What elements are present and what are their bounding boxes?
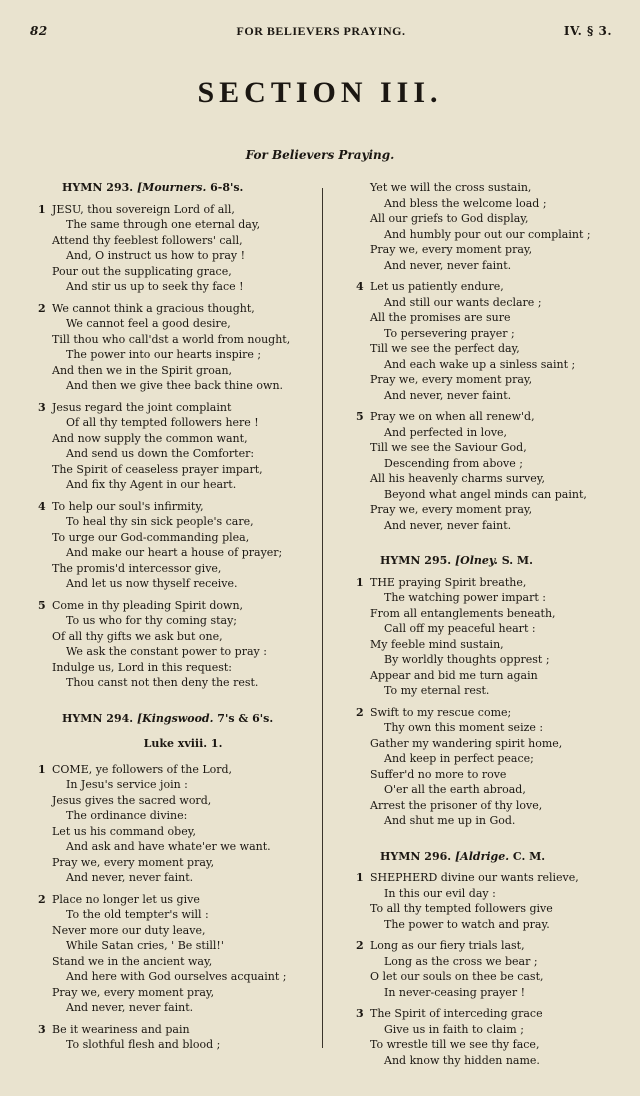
verse-line: Pray we, every moment pray, [370, 243, 533, 256]
verse-line: And humbly pour out our complaint ; [384, 227, 591, 241]
hymn-number: HYMN 293. [62, 181, 134, 194]
verse-line: 3 Be it weariness and pain [38, 1022, 190, 1036]
stanza-number: 1 [356, 871, 364, 884]
hymn-heading [62, 180, 328, 196]
running-title: FOR BELIEVERS PRAYING. [236, 24, 406, 38]
stanza-number: 4 [356, 280, 364, 293]
verse-line: The ordinance divine: [66, 809, 188, 822]
verse-line: 2 Swift to my rescue come; [356, 705, 512, 719]
verse-line: And send us down the Comforter: [66, 447, 255, 460]
verse-line: And never, never faint. [384, 258, 512, 272]
verse-line: Thou canst not then deny the rest. [66, 676, 259, 689]
verse-line: The power into our hearts inspire ; [66, 348, 262, 361]
verse-line: O'er all the earth abroad, [384, 783, 526, 796]
section-subtitle: For Believers Praying. [245, 148, 395, 162]
stanza-number: 3 [38, 400, 46, 414]
verse-line: 1 JESU, thou sovereign Lord of all, [38, 202, 235, 216]
verse-line: Yet we will the cross sustain, [370, 181, 532, 194]
verse-line: Suffer'd no more to rove [370, 767, 507, 781]
verse-line: And never, never faint. [384, 518, 512, 532]
verse-line: Of all thy gifts we ask but one, [52, 629, 223, 643]
verse-line: And still our wants declare ; [384, 295, 542, 309]
verse-line: 3 Jesus regard the joint complaint [38, 400, 232, 414]
stanza-number: 2 [356, 939, 364, 952]
verse-line: Never more our duty leave, [52, 923, 206, 937]
verse-line: 4 To help our soul's infirmity, [38, 499, 204, 513]
verse-line: The Spirit of ceaseless prayer impart, [52, 462, 263, 476]
verse-line: And never, never faint. [66, 1001, 194, 1014]
hymn-tune: [Kingswood. [136, 711, 214, 725]
verse-line: 2 We cannot think a gracious thought, [38, 301, 255, 315]
verse-line: And here with God ourselves acquaint ; [66, 970, 287, 983]
section-title: SECTION III. [197, 76, 443, 109]
right-column [356, 180, 640, 1068]
hymn-number: HYMN 296. [380, 849, 452, 863]
verse-line: Indulge us, Lord in this request: [52, 660, 233, 674]
verse-line: Thy own this moment seize : [384, 721, 544, 734]
verse-line: My feeble mind sustain, [370, 637, 504, 651]
verse-line: Pray we, every moment pray, [370, 373, 533, 386]
stanza-number: 5 [356, 410, 364, 423]
verse-line: 1 THE praying Spirit breathe, [356, 575, 527, 589]
verse-line: All our griefs to God display, [370, 212, 529, 225]
spacer [356, 543, 640, 553]
verse-line: 1 COME, ye followers of the Lord, [38, 762, 233, 776]
stanza-number: 2 [38, 301, 46, 315]
verse-line: To us who for thy coming stay; [66, 614, 238, 627]
verse-line: And stir us up to seek thy face ! [66, 280, 244, 293]
verse-line: And never, never faint. [66, 871, 194, 884]
verse-line: 2 Long as our fiery trials last, [356, 939, 525, 952]
verse-line: We cannot feel a good desire, [66, 317, 231, 330]
verse-line: To my eternal rest. [384, 684, 490, 697]
verse-line: Till we see the perfect day, [370, 342, 520, 355]
verse-line: Appear and bid me turn again [370, 668, 538, 682]
running-head [30, 24, 612, 40]
verse-line: 1 SHEPHERD divine our wants relieve, [356, 871, 579, 884]
verse-line: In Jesu's service join : [66, 778, 188, 791]
verse-line: In never-ceasing prayer ! [384, 985, 525, 999]
hymn-meter: C. M. [512, 849, 546, 863]
hymn-tune: [Aldrige. [454, 849, 510, 863]
verse-line: Stand we in the ancient way, [52, 954, 213, 968]
verse-line: Till we see the Saviour God, [370, 441, 527, 454]
scripture-reference: Luke xviii. 1. [143, 737, 223, 750]
verse-line: 4 Let us patiently endure, [356, 280, 504, 293]
verse-line: To slothful flesh and blood ; [66, 1038, 221, 1051]
verse-line: Beyond what angel minds can paint, [384, 487, 587, 501]
verse-line: Attend thy feeblest followers' call, [52, 233, 243, 247]
verse-line: And then we in the Spirit groan, [52, 363, 233, 377]
hymn-number: HYMN 295. [380, 554, 452, 567]
hymn-heading [380, 849, 640, 865]
hymn-tune: [Olney. [454, 554, 498, 567]
verse-line: The promis'd intercessor give, [52, 561, 222, 575]
verse-line: And, O instruct us how to pray ! [66, 249, 246, 262]
hymn-meter: 7's & 6's. [217, 711, 274, 725]
spacer [356, 829, 640, 839]
verse-line: Of all thy tempted followers here ! [66, 416, 259, 429]
verse-line: And shut me up in God. [384, 814, 516, 827]
verse-line: And fix thy Agent in our heart. [66, 478, 237, 491]
hymn-tune: [Mourners. [136, 181, 207, 194]
hymn-number: HYMN 294. [62, 711, 134, 725]
verse-line: From all entanglements beneath, [370, 606, 556, 620]
verse-line: And make our heart a house of prayer; [66, 546, 283, 559]
hymn-meter: 6-8's. [210, 181, 244, 194]
spacer [38, 726, 328, 732]
verse-line: Till thou who call'dst a world from nought, [52, 332, 291, 346]
verse-line: To urge our God-commanding plea, [52, 530, 250, 544]
verse-line: 5 Come in thy pleading Spirit down, [38, 598, 244, 612]
hymn-heading [380, 553, 640, 569]
verse-line: We ask the constant power to pray : [66, 645, 267, 658]
verse-line: Descending from above ; [384, 456, 523, 470]
verse-line: And never, never faint. [384, 388, 512, 402]
spacer [356, 533, 640, 543]
verse-line: To all thy tempted followers give [370, 902, 553, 915]
verse-line: Pray we, every moment pray, [52, 985, 215, 999]
verse-line: Pray we, every moment pray, [370, 503, 533, 516]
verse-line: Pour out the supplicating grace, [52, 264, 232, 278]
verse-line: Arrest the prisoner of thy love, [370, 798, 543, 812]
verse-line: Jesus gives the sacred word, [52, 793, 212, 807]
verse-line: To the old tempter's will : [66, 908, 209, 921]
page-number: 82 [30, 24, 48, 38]
stanza-number: 1 [356, 575, 364, 589]
left-column [38, 180, 328, 1053]
verse-line: And now supply the common want, [52, 431, 248, 445]
section-reference: IV. § 3. [563, 24, 612, 38]
verse-line: By worldly thoughts opprest ; [384, 653, 550, 666]
verse-line: To wrestle till we see thy face, [370, 1038, 540, 1051]
verse-line: And let us now thyself receive. [66, 577, 238, 590]
verse-line: The power to watch and pray. [384, 917, 550, 931]
verse-line: The same through one eternal day, [66, 218, 261, 231]
verse-line: Call off my peaceful heart : [384, 622, 536, 635]
verse-line: And then we give thee back thine own. [66, 379, 284, 392]
verse-line: To heal thy sin sick people's care, [66, 515, 254, 528]
verse-line: And know thy hidden name. [384, 1053, 540, 1067]
stanza-number: 2 [38, 892, 46, 906]
stanza-number: 1 [38, 762, 46, 776]
verse-line: The watching power impart : [384, 591, 546, 604]
stanza-number: 5 [38, 598, 46, 612]
verse-line: O let our souls on thee be cast, [370, 970, 544, 983]
verse-line: 5 Pray we on when all renew'd, [356, 410, 535, 423]
verse-line: While Satan cries, ' Be still!' [66, 939, 224, 952]
verse-line: And perfected in love, [384, 425, 508, 439]
verse-line: And ask and have whate'er we want. [66, 840, 271, 853]
verse-line: Let us his command obey, [52, 824, 196, 838]
hymn-heading [62, 711, 328, 727]
verse-line: To persevering prayer ; [384, 326, 515, 340]
verse-line: And bless the welcome load ; [384, 196, 547, 210]
stanza-number: 3 [356, 1007, 364, 1020]
verse-line: Long as the cross we bear ; [384, 954, 538, 968]
stanza-number: 4 [38, 499, 46, 513]
stanza-number: 3 [38, 1022, 46, 1036]
verse-line: And keep in perfect peace; [384, 752, 534, 765]
verse-line: In this our evil day : [384, 886, 496, 900]
verse-line: 2 Place no longer let us give [38, 892, 200, 906]
stanza-number: 2 [356, 705, 364, 719]
verse-line: And each wake up a sinless saint ; [384, 357, 576, 371]
verse-line: All his heavenly charms survey, [370, 472, 546, 485]
verse-line: Pray we, every moment pray, [52, 855, 215, 869]
verse-line: 3 The Spirit of interceding grace [356, 1007, 543, 1020]
verse-line: All the promises are sure [370, 311, 511, 324]
spacer [38, 691, 328, 701]
spacer [356, 839, 640, 849]
spacer [38, 701, 328, 711]
hymn-meter: S. M. [501, 554, 533, 567]
stanza-number: 1 [38, 202, 46, 216]
verse-line: Gather my wandering spirit home, [370, 736, 563, 750]
verse-line: Give us in faith to claim ; [384, 1022, 524, 1036]
